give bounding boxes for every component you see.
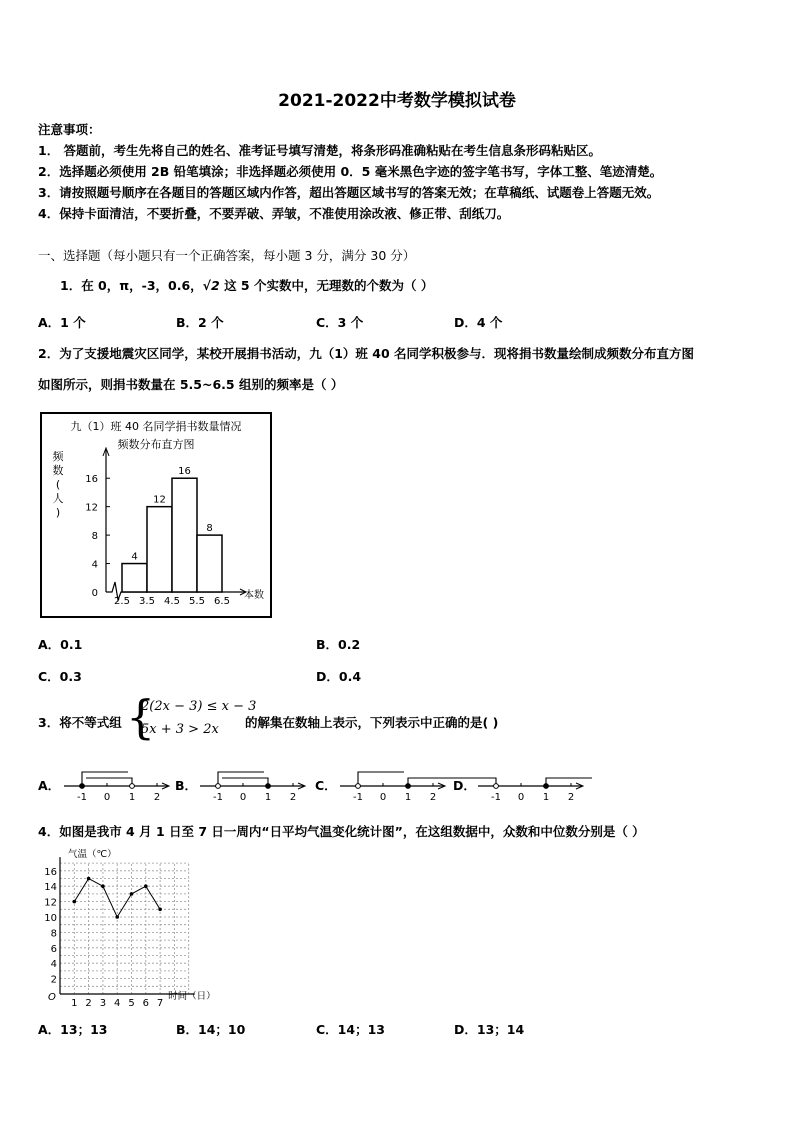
y-axis-label-char: ) [55, 506, 61, 519]
y-axis-label: 气温（℃） [68, 849, 117, 861]
y-tick-label: 4 [50, 959, 57, 971]
solid-endpoint [544, 784, 549, 789]
y-axis-label-char: 频 [52, 450, 64, 463]
x-axis-label: 本数 [244, 590, 264, 601]
option-d: D．0.4 [316, 669, 362, 684]
option-a: A．1 个 [38, 315, 86, 330]
option-d: D．13；14 [454, 1022, 525, 1037]
option-b: B．0.2 [316, 637, 361, 652]
question-2-line2: 如图所示，则捐书数量在 5.5~6.5 组别的频率是（ ） [38, 377, 344, 392]
histogram-bar [172, 478, 197, 592]
notice-item: 4．保持卡面清洁，不要折叠，不要弄破、弄皱，不准使用涂改液、修正带、刮纸刀。 [38, 206, 510, 221]
option-b: B．2 个 [176, 315, 224, 330]
data-label: 16 [178, 466, 191, 478]
y-tick-label: 12 [85, 502, 98, 514]
number-line-tick-label: -1 [491, 792, 501, 803]
solid-endpoint [80, 784, 85, 789]
y-axis-label-char: ( [55, 478, 61, 491]
option-a-label: A． [38, 778, 61, 793]
y-tick-label: 2 [50, 974, 57, 986]
x-tick-label: 2 [85, 998, 92, 1008]
system-brace: { [126, 690, 156, 744]
option-b: B．14；10 [176, 1022, 246, 1037]
option-c: C．3 个 [316, 315, 364, 330]
number-line-tick-label: 0 [379, 792, 387, 803]
y-tick-label: 8 [50, 928, 57, 940]
option-b-label: B． [175, 778, 198, 793]
question-2-line1: 2．为了支援地震灾区同学，某校开展捐书活动，九（1）班 40 名同学积极参与．现将捐书数量绘制成频数分布直方图 [38, 346, 694, 361]
option-c: C．0.3 [38, 669, 82, 684]
chart-title: 九（1）班 40 名同学捐书数量情况 [70, 420, 242, 433]
histogram-bar [122, 564, 147, 592]
y-tick-label: 10 [44, 913, 57, 924]
notice-item: 2．选择题必须使用 2B 铅笔填涂；非选择题必须使用 0．5 毫米黑色字迹的签字笔书写，字体工整、笔迹清楚。 [38, 164, 663, 179]
solution-bracket [222, 778, 268, 786]
number-line-tick-label: -1 [353, 792, 363, 803]
open-endpoint [216, 784, 221, 789]
solution-bracket [358, 772, 404, 786]
x-tick-label: 4.5 [164, 596, 180, 607]
question-1 [60, 276, 433, 294]
question-3-suffix: 的解集在数轴上表示，下列表示中正确的是( ) [245, 715, 499, 730]
number-line-tick-label: 2 [567, 792, 575, 803]
y-tick-label: 8 [91, 531, 98, 543]
notice-item: 1． 答题前，考生先将自己的姓名、准考证号填写清楚，将条形码准确粘贴在考生信息条形码粘贴区。 [38, 143, 602, 158]
number-line-tick-label: 0 [239, 792, 247, 803]
question-1-text-end: 这 5 个实数中，无理数的个数为（ ） [219, 278, 434, 293]
number-line-tick-label: 2 [429, 792, 437, 803]
solid-endpoint [266, 784, 271, 789]
number-line-tick-label: 1 [542, 792, 550, 803]
number-line-c [336, 762, 451, 808]
solution-bracket [86, 778, 132, 786]
x-tick-label: 6 [142, 998, 149, 1008]
option-a: A．13；13 [38, 1022, 108, 1037]
number-line-tick-label: -1 [213, 792, 223, 803]
temperature-chart-wrap [42, 848, 232, 1012]
data-point [101, 884, 105, 888]
open-endpoint [356, 784, 361, 789]
number-line-tick-label: 0 [517, 792, 525, 803]
option-c-label: C． [315, 778, 337, 793]
number-line-tick-label: 0 [103, 792, 111, 803]
data-point [87, 877, 91, 881]
number-line-tick-label: 1 [264, 792, 272, 803]
chart-subtitle: 频数分布直方图 [117, 438, 195, 451]
data-label: 8 [206, 523, 213, 535]
inequality-1: 2(2x − 3) ≤ x − 3 [141, 699, 257, 714]
data-point [115, 915, 119, 919]
number-line-d [474, 762, 589, 808]
notice-item: 3．请按照题号顺序在各题目的答题区域内作答，超出答题区域书写的答案无效；在草稿纸、试题卷上答题无效。 [38, 185, 660, 200]
solution-bracket [408, 778, 454, 786]
y-tick-label: 12 [44, 897, 57, 909]
y-tick-label: 6 [50, 943, 57, 955]
solution-bracket [546, 778, 592, 786]
number-line-tick-label: 1 [128, 792, 136, 803]
number-line-a [60, 762, 175, 808]
x-tick-label: 7 [156, 998, 164, 1008]
option-d-label: D． [453, 778, 476, 793]
data-label: 4 [131, 551, 138, 563]
option-d: D．4 个 [454, 315, 503, 330]
histogram-chart [42, 414, 270, 616]
x-tick-label: 5.5 [189, 596, 205, 607]
number-line-tick-label: -1 [77, 792, 87, 803]
x-tick-label: 6.5 [214, 596, 230, 607]
x-tick-label: 3 [99, 998, 107, 1008]
y-tick-label: 16 [44, 866, 57, 878]
question-4: 4．如图是我市 4 月 1 日至 7 日一周内“日平均气温变化统计图”，在这组数据中，众数和中位数分别是（ ） [38, 824, 645, 839]
solution-bracket [218, 772, 264, 786]
open-endpoint [130, 784, 135, 789]
x-axis-label: 时间（日） [168, 991, 216, 1002]
page-title: 2021-2022中考数学模拟试卷 [278, 91, 516, 111]
inequality-2: 5x + 3 > 2x [141, 722, 219, 737]
number-line-tick-label: 2 [289, 792, 297, 803]
section-heading: 一、选择题（每小题只有一个正确答案，每小题 3 分，满分 30 分） [38, 248, 416, 263]
number-line-b [196, 762, 311, 808]
histogram-bar [197, 535, 222, 592]
option-c: C．14；13 [316, 1022, 385, 1037]
y-axis-label-char: 人 [52, 492, 64, 505]
solid-endpoint [406, 784, 411, 789]
option-a: A．0.1 [38, 637, 83, 652]
open-endpoint [494, 784, 499, 789]
histogram-frame [40, 412, 272, 618]
sqrt-two: √2 [202, 278, 220, 293]
histogram-bar [147, 507, 172, 592]
y-tick-label: 0 [91, 588, 98, 599]
temperature-chart [42, 848, 232, 1008]
y-tick-label: 14 [44, 882, 57, 894]
x-tick-label: 1 [71, 998, 78, 1008]
y-tick-label: 4 [91, 559, 98, 571]
question-1-text: 1．在 0，π，-3，0.6， [60, 278, 203, 293]
number-line-tick-label: 2 [153, 792, 161, 803]
y-tick-label: 16 [85, 474, 98, 486]
origin-label: O [48, 992, 56, 1003]
data-label: 12 [153, 494, 166, 506]
x-tick-label: 5 [128, 998, 135, 1008]
x-tick-label: 2.5 [114, 596, 130, 607]
x-tick-label: 4 [114, 998, 121, 1008]
question-3-prefix: 3．将不等式组 [38, 715, 122, 730]
y-axis-label-char: 数 [52, 464, 64, 477]
number-line-tick-label: 1 [404, 792, 412, 803]
solution-bracket [82, 772, 128, 786]
x-tick-label: 3.5 [139, 596, 155, 607]
data-point [73, 900, 77, 904]
data-point [130, 892, 134, 896]
data-point [144, 884, 148, 888]
notice-heading: 注意事项： [38, 122, 101, 137]
data-point [158, 908, 162, 912]
